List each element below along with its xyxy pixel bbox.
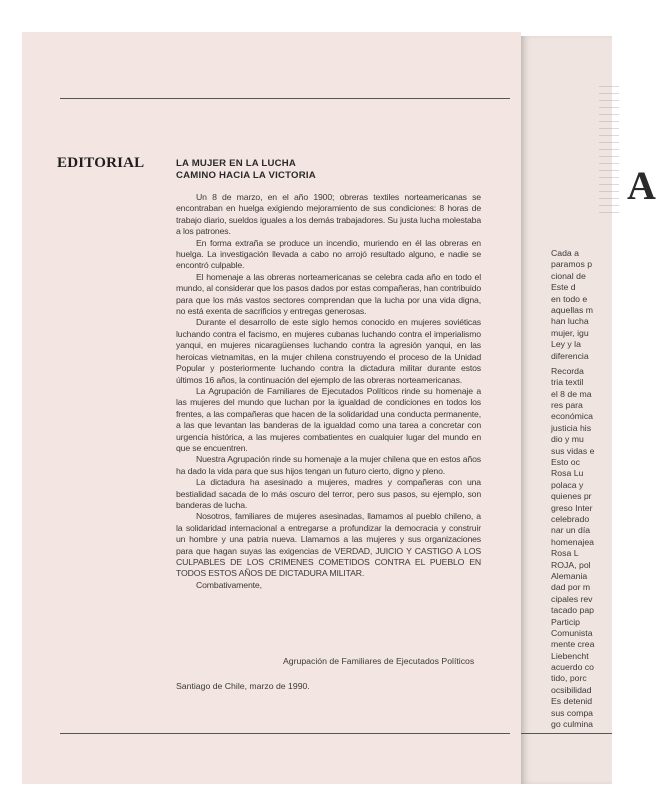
paragraph: Nuestra Agrupación rinde su homenaje a la mujer chilena que en estos años ha dado la vida para que sus hijos tengan un futuro cierto, digno y pleno. <box>176 454 481 476</box>
right-page-line: mujer, igu <box>551 327 589 338</box>
title-line-1: LA MUJER EN LA LUCHA <box>176 158 297 169</box>
paragraph: En forma extraña se produce un incendio, muriendo en él las obreras en huelga. La investigación llevada a cabo no arrojó resultado alguno, e nadie se encontró culpable. <box>176 237 481 271</box>
right-page-heading-letter: A <box>627 163 656 208</box>
right-page-line: en todo e <box>551 293 588 304</box>
right-page-line: celebrado <box>551 513 590 524</box>
right-page-line: acuerdo co <box>551 662 594 673</box>
right-page-line: Es detenid <box>551 696 593 707</box>
bottom-rule <box>60 733 510 734</box>
right-page-line: homenajea <box>551 536 594 547</box>
paragraph: Nosotros, familiares de mujeres asesinadas, llamamos al pueblo chileno, a la solidaridad internacional a entregarse a profundizar la democracia y construir un hombre y una patria nueva. Llamamos a las mujeres y sus organizaciones para que hagan suyas las exigencias de VERDAD, JUICIO Y CASTIGO A LOS CULPABLES DE LOS CRIMENES COMETIDOS CONTRA EL PUEBLO EN TODOS ESTOS AÑOS DE DICTADURA MILITAR. <box>176 511 481 579</box>
right-page-line: mente crea <box>551 639 595 650</box>
paragraph: La Agrupación de Familiares de Ejecutados Políticos rinde su homenaje a las mujeres del mundo que luchan por la igualdad de condiciones en todos los frentes, a las compañeras que hacen de la solidaridad una conducta permanente, a las que levantan las banderas de la igualdad como una tarea a concretar con urgencia histórica, a las mujeres combatientes en cualquier lugar del mundo en que se encuentren. <box>176 385 481 453</box>
right-page-line: Ley y la <box>551 339 581 350</box>
right-page <box>521 36 656 784</box>
bleed-through-texture <box>599 86 619 216</box>
section-label: EDITORIAL <box>57 155 145 171</box>
right-page-line: cional de <box>551 270 586 281</box>
right-page-line: tido, porc <box>551 673 587 684</box>
right-page-line: han lucha <box>551 316 589 327</box>
right-page-line: greso Inter <box>551 502 593 513</box>
right-page-line: ocsibilidad <box>551 684 592 695</box>
title-line-2: CAMINO HACIA LA VICTORIA <box>176 170 316 181</box>
right-page-line: quienes pr <box>551 491 592 502</box>
right-page-line: ROJA, pol <box>551 559 591 570</box>
right-page-line: el 8 de ma <box>551 388 592 399</box>
paragraph: El homenaje a las obreras norteamericanas se celebra cada año en todo el mundo, al considerar que los pasos dados por estas compañeras, han contribuido para que los más vastos sectores comprendan que la lucha por una vida digna, no está exenta de sacrificios y entregas generosas. <box>176 271 481 317</box>
right-page-line: Liebencht <box>551 650 589 661</box>
right-page-line: diferencia <box>551 350 589 361</box>
right-page-line: sus vidas e <box>551 445 595 456</box>
right-page-line: res para <box>551 400 583 411</box>
paragraph: La dictadura ha asesinado a mujeres, madres y compañeras con una bestialidad sacada de lo más oscuro del terror, pero sus pasos, su ejemplo, son banderas de lucha. <box>176 477 481 510</box>
right-page-line: dad por m <box>551 582 591 593</box>
right-page-line: aquellas m <box>551 304 594 315</box>
editorial-title <box>176 158 316 182</box>
right-page-line: Este d <box>551 282 576 293</box>
right-page-line: Esto oc <box>551 457 580 468</box>
right-page-line: Rosa L <box>551 548 579 559</box>
right-page-line: económica <box>551 411 594 422</box>
editorial-body <box>176 192 481 591</box>
right-page-line: nar un día <box>551 525 591 536</box>
right-page-line: paramos p <box>551 259 593 270</box>
top-rule <box>60 98 510 99</box>
right-page-line: Recorda <box>551 365 584 376</box>
right-page-line: Particip <box>551 616 580 627</box>
right-page-text <box>551 248 631 730</box>
right-page-line: sus compa <box>551 707 594 718</box>
right-page-line: Cada a <box>551 248 580 258</box>
right-page-line: Alemania <box>551 570 588 581</box>
right-page-line: justicia his <box>551 422 592 433</box>
right-page-line: Rosa Lu <box>551 468 584 479</box>
right-page-line: tria textil <box>551 377 584 388</box>
paragraph: Durante el desarrollo de este siglo hemos conocido en mujeres soviéticas luchando contra el facismo, en mujeres cubanas luchando contra el imperialismo yanqui, en mujeres nicaragüenses luchando contra la agresión yanqui, en las heroicas vietnamitas, en la mujer chilena construyendo el proceso de la Unidad Popular y posteriormente luchando contra la dictadura militar durante estos últimos 16 años, la continuación del ejemplo de las obreras norteamericanas. <box>176 317 481 385</box>
closing: Combativamente, <box>196 579 262 590</box>
right-page-bottom-rule <box>521 733 612 734</box>
place-date: Santiago de Chile, marzo de 1990. <box>176 681 310 691</box>
right-page-line: Comunista <box>551 627 593 638</box>
signature: Agrupación de Familiares de Ejecutados Políticos <box>283 656 475 666</box>
right-page-line: cipales rev <box>551 593 593 604</box>
right-page-line: go culmina <box>551 719 594 730</box>
paragraph: Un 8 de marzo, en el año 1900; obreras textiles norteamericanas se encontraban en huelga exigiendo mejoramiento de sus condiciones: 8 horas de trabajo diario, sueldos iguales a los demás trabajadores. Su justa lucha molestaba a los patrones. <box>176 192 481 237</box>
right-page-line: dio y mu <box>551 434 584 445</box>
right-page-line: polaca y <box>551 479 584 490</box>
right-page-line: tacado pap <box>551 605 594 616</box>
